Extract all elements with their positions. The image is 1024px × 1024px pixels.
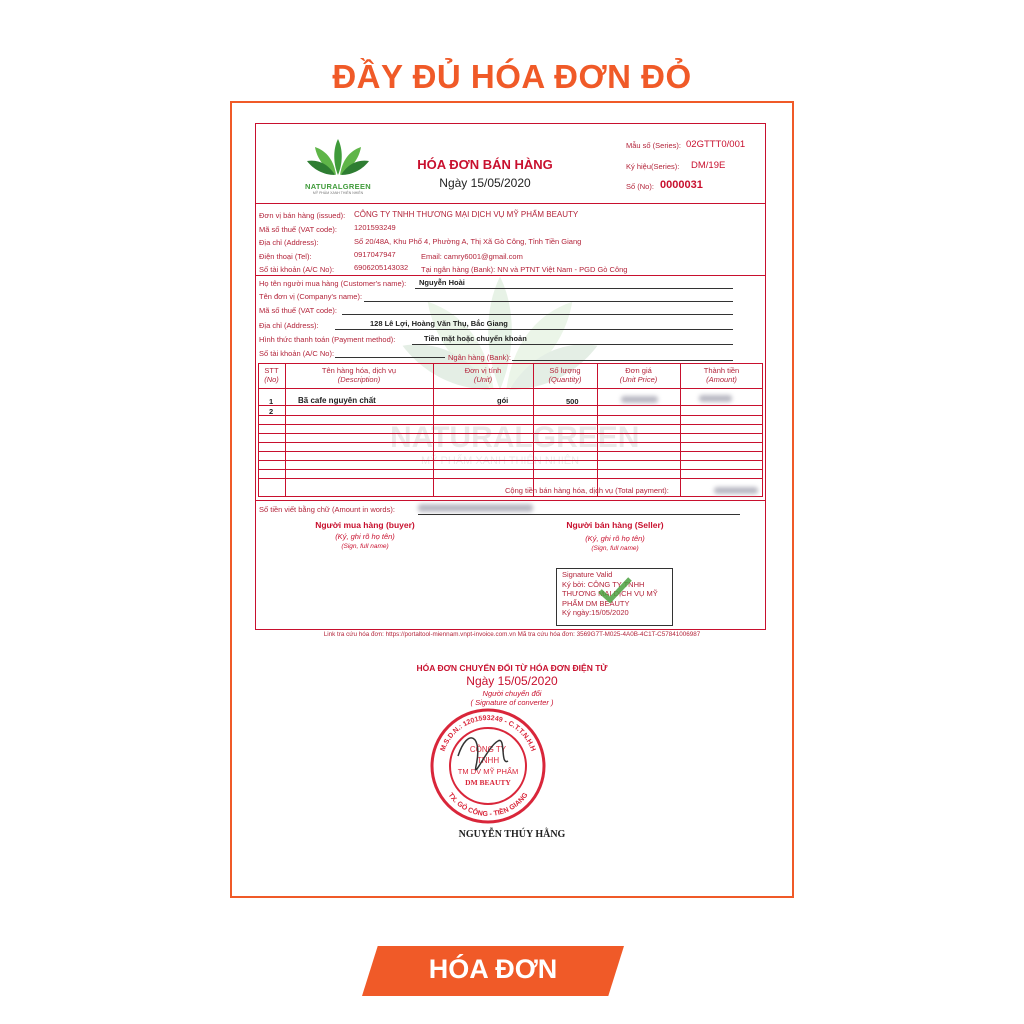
underline — [342, 314, 733, 315]
seller-sign-sub: (Ký, ghi rõ họ tên) — [585, 534, 645, 543]
divider — [255, 203, 766, 204]
buyer-payment-value: Tiền mặt hoặc chuyển khoản — [424, 334, 527, 343]
seller-sign-title: Người bán hàng (Seller) — [566, 520, 664, 530]
seller-unit-value: CÔNG TY TNHH THƯƠNG MẠI DỊCH VỤ MỸ PHẨM BEAUTY — [354, 210, 579, 219]
number-value: 0000031 — [660, 179, 703, 191]
converter-date: Ngày 15/05/2020 — [466, 674, 558, 688]
underline — [335, 357, 445, 358]
row1-qty: 500 — [566, 397, 579, 406]
stamp-ring-top: M.S.D.N.: 1201593249 - C.T.T.N.H.H — [439, 714, 537, 753]
table-row-line — [258, 424, 763, 425]
seller-bank: Tại ngân hàng (Bank): NN và PTNT Việt Nam - PGD Gò Công — [421, 265, 628, 274]
table-row-line — [258, 460, 763, 461]
invoice-button-label[interactable]: HÓA ĐƠN — [428, 954, 558, 984]
seller-email: Email: camry6001@gmail.com — [421, 252, 523, 261]
symbol-value: DM/19E — [691, 160, 726, 171]
th-vn: Đơn giá — [625, 366, 652, 375]
signature-line: Ký bởi: CÔNG TY TNHH — [562, 579, 645, 589]
buyer-company-label: Tên đơn vị (Company's name): — [259, 292, 363, 301]
leaf-logo-icon — [303, 135, 373, 177]
watermark-tagline: MỸ PHẨM XANH THIÊN NHIÊN — [420, 455, 580, 467]
company-stamp — [428, 706, 548, 826]
buyer-address-label: Địa chỉ (Address): — [259, 321, 319, 330]
stamp-ring-bottom: TX. GÒ CÔNG - TIỀN GIANG — [446, 791, 530, 819]
buyer-sign-sub: (Ký, ghi rõ họ tên) — [335, 532, 395, 541]
row1-unit: gói — [497, 396, 509, 405]
underline — [415, 288, 733, 289]
table-row-line — [258, 415, 763, 416]
th-amount — [680, 366, 763, 384]
seller-sign-sub-en: (Sign, full name) — [591, 545, 639, 552]
th-vn: STT — [264, 366, 279, 375]
logo — [303, 135, 373, 195]
lookup-link[interactable]: Link tra cứu hóa đơn: https://portaltool-miennam.vnpt-invoice.com.vn Mã tra cứu hóa đơn: 3569G7T-M025-4A0B-4C1T-C57841006987 — [323, 631, 701, 638]
amount-words-label: Số tiền viết bằng chữ (Amount in words): — [259, 505, 395, 514]
seller-phone-value: 0917047947 — [354, 250, 396, 259]
buyer-payment-label: Hình thức thanh toán (Payment method): — [259, 335, 396, 344]
converter-label-en: ( Signature of converter ) — [470, 698, 554, 707]
row2-no: 2 — [269, 407, 274, 416]
row1-no: 1 — [269, 397, 274, 406]
seller-address-label: Địa chỉ (Address): — [259, 238, 319, 247]
signature-line: THƯƠNG MẠI DỊCH VỤ MỸ — [562, 589, 658, 598]
th-no — [258, 366, 285, 384]
table-row-line — [258, 442, 763, 443]
series-label: Mẫu số (Series): — [626, 141, 682, 150]
seller-unit-label: Đơn vị bán hàng (issued): — [259, 211, 346, 220]
signer-name: NGUYỄN THÚY HẰNG — [458, 829, 566, 840]
divider — [255, 500, 766, 501]
th-en: (No) — [264, 375, 279, 384]
converter-title: HÓA ĐƠN CHUYỂN ĐỔI TỪ HÓA ĐƠN ĐIỆN TỬ — [416, 663, 608, 673]
seller-tax-label: Mã số thuế (VAT code): — [259, 225, 337, 234]
number-label: Số (No): — [626, 182, 654, 191]
table-row-line — [258, 469, 763, 470]
checkmark-icon — [598, 577, 632, 603]
stamp-seal-icon — [428, 706, 548, 826]
logo-tagline: MỸ PHẨM XANH THIÊN NHIÊN — [312, 191, 364, 195]
th-en: (Description) — [337, 375, 381, 384]
converter-label: Người chuyển đổi — [482, 689, 542, 698]
row1-price-redacted — [621, 396, 658, 403]
stamp-inner-line: TNHH — [476, 756, 500, 765]
divider — [255, 275, 766, 276]
stamp-inner-line: TM DV MỸ PHẨM — [457, 767, 519, 776]
table-row-line — [258, 433, 763, 434]
signature-line: Ký ngày:15/05/2020 — [562, 608, 629, 617]
stamp-inner-line: CÔNG TY — [469, 745, 507, 754]
th-vn: Thành tiền — [703, 366, 740, 375]
table-row-line — [258, 451, 763, 452]
th-en: (Unit Price) — [619, 375, 658, 384]
invoice-date: Ngày 15/05/2020 — [439, 176, 531, 190]
underline — [512, 360, 733, 361]
table-row-line — [258, 388, 763, 389]
th-quantity — [533, 366, 597, 384]
buyer-sign-title: Người mua hàng (buyer) — [315, 520, 415, 530]
underline — [412, 344, 733, 345]
row1-amount-redacted — [699, 395, 732, 402]
signature-line: Signature Valid — [562, 570, 613, 579]
invoice-title: HÓA ĐƠN BÁN HÀNG — [417, 157, 553, 172]
underline — [418, 514, 740, 515]
amount-words-redacted — [418, 504, 533, 512]
total-label: Cộng tiền bán hàng hóa, dịch vụ (Total payment): — [505, 486, 669, 495]
buyer-name-value: Nguyễn Hoài — [419, 278, 465, 287]
table-row-line — [258, 405, 763, 406]
row1-desc: Bã cafe nguyên chất — [298, 396, 376, 405]
buyer-bank-label: Ngân hàng (Bank): — [448, 353, 511, 362]
buyer-sign-sub-en: (Sign, full name) — [341, 543, 389, 550]
table-row-line — [258, 478, 763, 479]
th-unit-price — [597, 366, 680, 384]
signature-line: PHẨM DM BEAUTY — [562, 598, 630, 608]
th-description — [285, 366, 433, 384]
stamp-inner-line: DM BEAUTY — [465, 778, 511, 787]
seller-phone-label: Điện thoại (Tel): — [259, 252, 312, 261]
th-vn: Số lượng — [549, 366, 581, 375]
th-vn: Đơn vị tính — [464, 366, 502, 375]
buyer-name-label: Họ tên người mua hàng (Customer's name): — [259, 279, 407, 288]
th-unit — [433, 366, 533, 384]
underline — [335, 329, 733, 330]
th-en: (Unit) — [473, 375, 493, 384]
seller-account-value: 6906205143032 — [354, 263, 409, 272]
seller-account-label: Số tài khoản (A/C No): — [259, 265, 335, 274]
th-en: (Amount) — [706, 375, 737, 384]
buyer-address-value: 128 Lê Lợi, Hoàng Văn Thụ, Bắc Giang — [370, 319, 508, 328]
watermark-brand: NATURALGREEN — [390, 421, 640, 454]
symbol-label: Ký hiệu(Series): — [626, 162, 680, 171]
total-redacted — [714, 487, 758, 494]
seller-address-value: Số 20/48A, Khu Phố 4, Phường A, Thị Xã Gò Công, Tỉnh Tiền Giang — [354, 237, 582, 246]
th-en: (Quantity) — [548, 375, 582, 384]
seller-tax-value: 1201593249 — [354, 223, 396, 232]
buyer-account-label: Số tài khoản (A/C No): — [259, 349, 335, 358]
underline — [364, 301, 733, 302]
th-vn: Tên hàng hóa, dịch vụ — [321, 366, 397, 375]
logo-brand: NATURALGREEN — [305, 182, 371, 191]
series-value: 02GTTT0/001 — [686, 139, 746, 150]
buyer-tax-label: Mã số thuế (VAT code): — [259, 306, 337, 315]
page-banner-title: ĐẦY ĐỦ HÓA ĐƠN ĐỎ — [332, 58, 692, 95]
